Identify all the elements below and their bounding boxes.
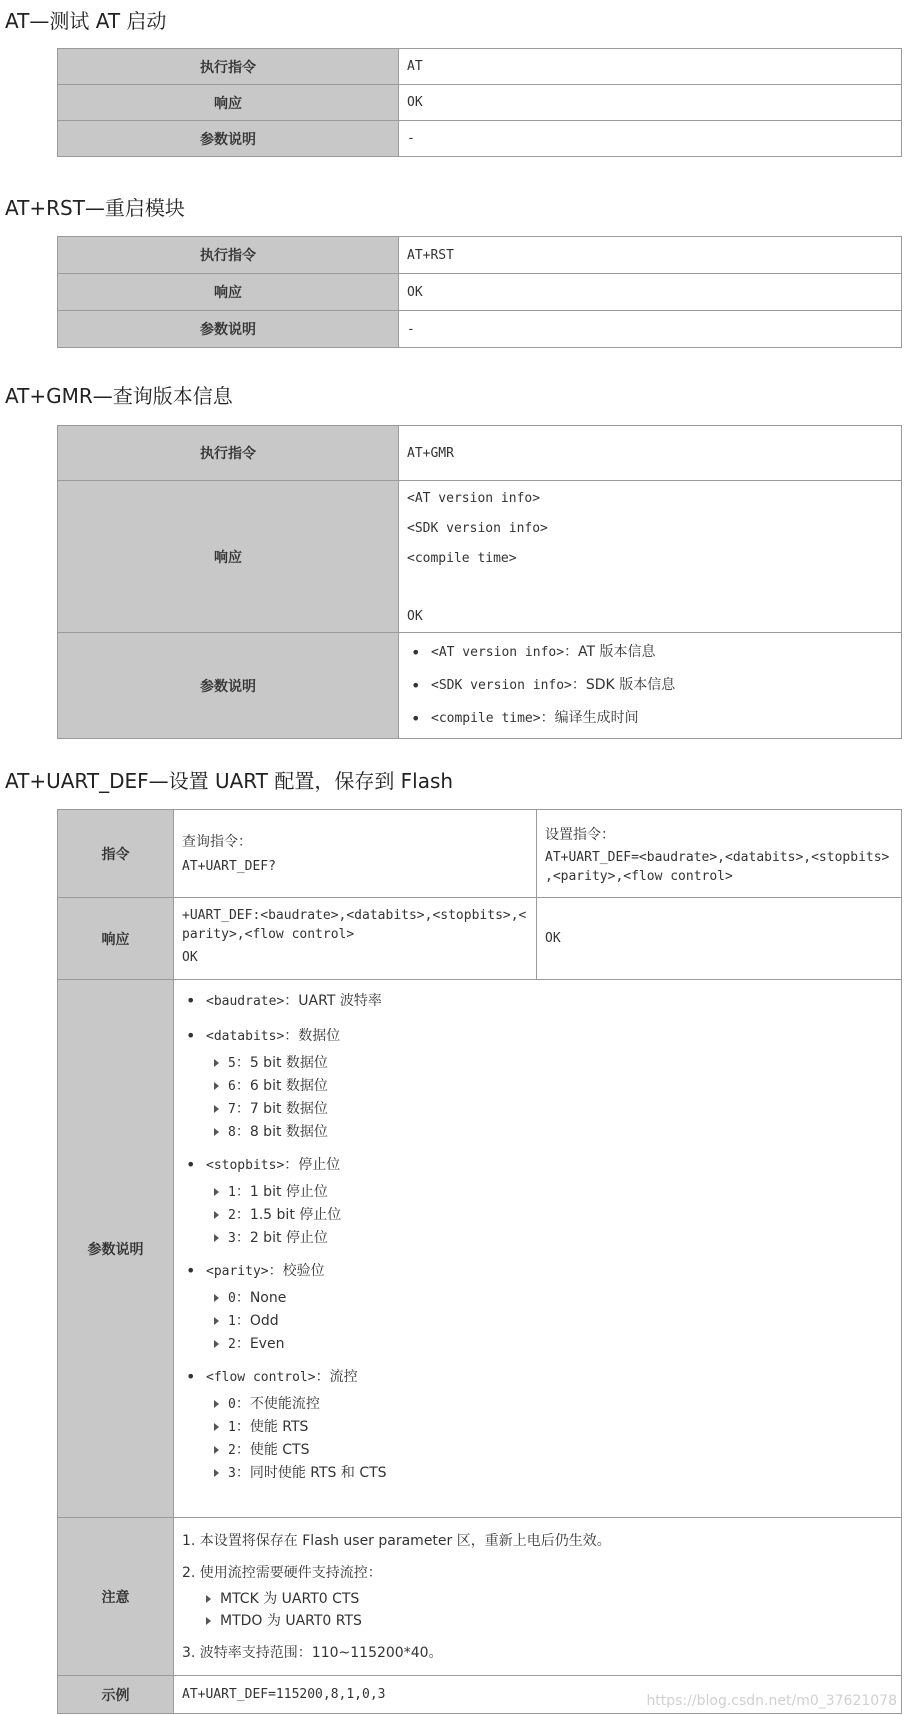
row-label: 响应 [58,85,399,121]
list-item [182,986,893,1017]
sub-code: 0 [228,1291,236,1306]
param-code: <AT version info> [431,645,565,660]
param-desc: ：停止位 [284,1157,341,1173]
sub-item [206,1287,893,1310]
sub-code: 1 [228,1420,236,1435]
row-label: 注意 [58,1518,174,1676]
response-line: <AT version info> [407,491,541,506]
table-rst [57,236,902,348]
list-item [182,1362,893,1491]
response-line: <SDK version info> [407,521,548,536]
sub-desc: ：使能 CTS [235,1442,310,1458]
sub-desc: ：Odd [235,1313,279,1329]
row-label: 执行指令 [58,237,399,274]
row-label: 示例 [58,1676,174,1714]
sub-code: 1 [228,1185,236,1200]
sub-list [206,1287,893,1362]
sub-desc: ：使能 RTS [235,1419,309,1435]
param-code: <flow control> [206,1370,316,1385]
query-value: AT+UART_DEF? [182,858,276,874]
sub-item: MTDO 为 UART0 RTS [182,1610,893,1632]
row-label: 执行指令 [58,49,399,85]
sub-desc: ：不使能流控 [235,1396,320,1412]
row-label: 参数说明 [58,633,399,739]
response-line: <compile time> [407,551,517,566]
resp-set-cell: OK [537,898,902,980]
sub-item [206,1333,893,1356]
list-item [407,636,893,669]
row-label: 参数说明 [58,311,399,348]
param-desc: ：AT 版本信息 [564,644,656,660]
sub-code: 6 [228,1079,236,1094]
row-label: 响应 [58,898,174,980]
param-desc: ：校验位 [268,1263,325,1279]
param-code: <compile time> [431,711,541,726]
resp-line: OK [182,949,198,965]
note-line: 1. 本设置将保存在 Flash user parameter 区，重新上电后仍生效。 [182,1532,611,1549]
sub-item [206,1393,893,1416]
row-label: 参数说明 [58,121,399,157]
sub-code: 5 [228,1056,236,1071]
row-value: OK [399,85,902,121]
param-code: <stopbits> [206,1158,285,1173]
notes-cell [174,1518,902,1676]
note-line: 2. 使用流控需要硬件支持流控： [182,1564,382,1581]
param-code: <parity> [206,1264,269,1279]
sub-desc: ：7 bit 数据位 [235,1101,328,1117]
sub-code: 3 [228,1231,236,1246]
sub-item [206,1416,893,1439]
section-title-at: AT—测试 AT 启动 [5,9,167,33]
query-cell [174,810,537,898]
row-value: AT [399,49,902,85]
sub-desc: ：None [235,1290,287,1306]
param-desc: ：数据位 [284,1028,341,1044]
sub-desc: ：同时使能 RTS 和 CTS [235,1465,387,1481]
query-label: 查询指令： [182,833,252,850]
sub-item [206,1121,893,1144]
param-desc: ：编译生成时间 [540,710,639,726]
row-label: 参数说明 [58,980,174,1518]
sub-code: 3 [228,1466,236,1481]
sub-list [206,1181,893,1256]
param-list [407,636,893,735]
param-desc: ：SDK 版本信息 [571,677,676,693]
sub-code: 2 [228,1337,236,1352]
sub-code: 2 [228,1208,236,1223]
sub-list [206,1052,893,1150]
sub-item [206,1181,893,1204]
row-label: 执行指令 [58,426,399,481]
section-title-uart-def: AT+UART_DEF—设置 UART 配置，保存到 Flash [5,769,454,793]
row-value: AT+RST [399,237,902,274]
sub-desc: ：1.5 bit 停止位 [235,1207,342,1223]
sub-code: 8 [228,1125,236,1140]
params-cell [174,980,902,1518]
resp-line: parity>,<flow control> [182,926,355,942]
sub-item: MTCK 为 UART0 CTS [182,1588,893,1610]
sub-desc: ：Even [235,1336,285,1352]
sub-item [206,1227,893,1250]
sub-list [206,1393,893,1491]
param-desc: ：流控 [315,1369,358,1385]
sub-code: 1 [228,1314,236,1329]
param-code: <databits> [206,1029,285,1044]
sub-desc: ：2 bit 停止位 [235,1230,328,1246]
sub-item [206,1310,893,1333]
sub-desc: ：8 bit 数据位 [235,1124,328,1140]
row-value: OK [399,274,902,311]
sub-code: 0 [228,1397,236,1412]
section-title-rst: AT+RST—重启模块 [5,196,185,220]
params-cell [399,633,902,739]
sub-item [206,1439,893,1462]
set-value: AT+UART_DEF=<baudrate>,<databits>,<stopbits> [545,849,890,865]
response-line: OK [407,609,423,624]
row-label: 指令 [58,810,174,898]
sub-desc: ：5 bit 数据位 [235,1055,328,1071]
list-item [182,1021,893,1150]
section-title-gmr: AT+GMR—查询版本信息 [5,384,233,408]
sub-item [206,1204,893,1227]
table-uart-def [57,809,902,1714]
sub-desc: ：1 bit 停止位 [235,1184,328,1200]
sub-desc: ：6 bit 数据位 [235,1078,328,1094]
sub-item [206,1052,893,1075]
list-item [407,702,893,735]
sub-item [206,1075,893,1098]
param-code: <SDK version info> [431,678,572,693]
sub-code: 2 [228,1443,236,1458]
list-item [182,1150,893,1256]
example-value: AT+UART_DEF=115200,8,1,0,3 [174,1676,902,1714]
watermark: https://blog.csdn.net/m0_37621078 [646,1693,897,1709]
row-value: - [399,311,902,348]
list-item [182,1256,893,1362]
sub-item [206,1462,893,1485]
note-line: 3. 波特率支持范围：110~115200*40。 [182,1644,443,1661]
resp-query-cell [174,898,537,980]
sub-item [206,1098,893,1121]
param-desc: ：UART 波特率 [284,993,382,1009]
set-cell [537,810,902,898]
row-value: AT+GMR [399,426,902,481]
sub-code: 7 [228,1102,236,1117]
param-code: <baudrate> [206,994,285,1009]
set-value: ,<parity>,<flow control> [545,868,733,884]
param-list [182,986,893,1491]
row-label: 响应 [58,274,399,311]
response-cell [399,481,902,633]
set-label: 设置指令： [545,826,615,843]
row-value: - [399,121,902,157]
list-item [407,669,893,702]
row-label: 响应 [58,481,399,633]
table-gmr [57,425,902,739]
table-at [57,48,902,157]
resp-line: +UART_DEF:<baudrate>,<databits>,<stopbits>,< [182,907,527,923]
note-sub-list [182,1588,893,1636]
